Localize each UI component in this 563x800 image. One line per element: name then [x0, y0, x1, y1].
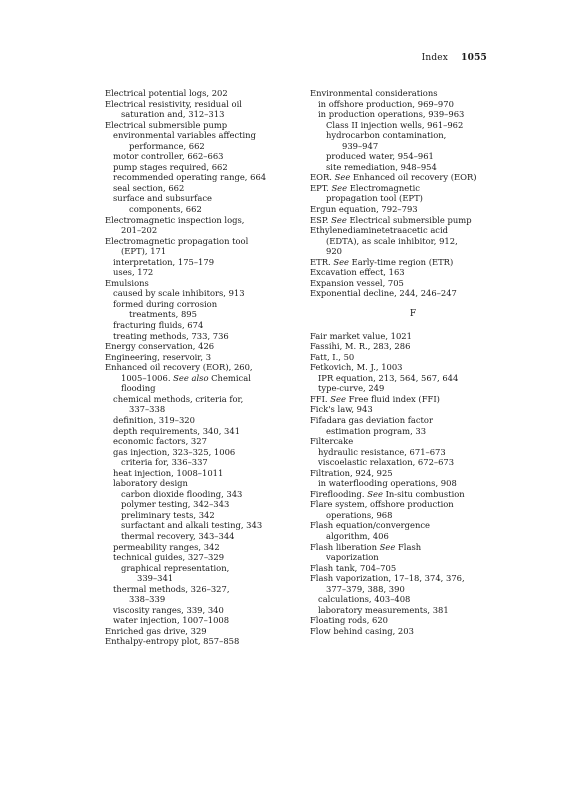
entry-text: Fair market value, 1021 [310, 330, 412, 341]
index-entry [105, 341, 325, 352]
index-subentry [310, 193, 530, 204]
index-subentry [105, 404, 325, 415]
index-subentry [310, 130, 530, 141]
entry-text: environmental variables affecting [113, 130, 256, 141]
entry-text: Fassihi, M. R., 283, 286 [310, 341, 411, 352]
index-subentry [310, 510, 530, 521]
index-subentry [310, 457, 530, 468]
entry-text: polymer testing, 342–343 [121, 499, 230, 510]
entry-text: Fick's law, 943 [310, 404, 373, 415]
entry-text: graphical representation, [121, 562, 230, 573]
see-target: In-situ combustion [382, 488, 465, 499]
see-reference: See [331, 214, 347, 225]
entry-text: Enriched gas drive, 329 [105, 625, 207, 636]
entry-text: laboratory measurements, 381 [318, 604, 449, 615]
index-subentry [105, 615, 325, 626]
index-entry [310, 183, 530, 194]
see-target: Flash [395, 541, 422, 552]
entry-text: formed during corrosion [113, 298, 218, 309]
index-subentry [105, 183, 325, 194]
entry-text: type-curve, 249 [318, 383, 385, 394]
entry-text: heat injection, 1008–1011 [113, 467, 224, 478]
see-target: Enhanced oil recovery (EOR) [350, 172, 477, 183]
index-subentry [105, 457, 325, 468]
page-number: 1055 [461, 53, 487, 63]
entry-text: Floating rods, 620 [310, 615, 389, 626]
index-subentry [310, 99, 530, 110]
index-entry [310, 542, 530, 553]
entry-text: carbon dioxide flooding, 343 [121, 488, 243, 499]
index-subentry [310, 236, 530, 247]
index-subentry [105, 584, 325, 595]
entry-text: Class II injection wells, 961–962 [326, 119, 464, 130]
entry-text: flooding [121, 383, 156, 394]
index-subentry [105, 605, 325, 616]
entry-text: Fireflooding. [310, 488, 365, 499]
entry-text: EOR. [310, 172, 332, 183]
entry-text: interpretation, 175–179 [113, 256, 215, 267]
index-subentry [310, 162, 530, 173]
entry-text: uses, 172 [113, 267, 154, 278]
entry-text: recommended operating range, 664 [113, 172, 267, 183]
entry-text: fracturing fluids, 674 [113, 320, 204, 331]
index-entry [105, 236, 325, 247]
entry-text: Emulsions [105, 277, 149, 288]
index-entry [105, 362, 325, 373]
section-letter: F [409, 309, 417, 320]
entry-text: Filtration, 924, 925 [310, 467, 393, 478]
entry-text: in offshore production, 969–970 [318, 98, 454, 109]
index-entry [310, 626, 530, 637]
entry-text: definition, 319–320 [113, 414, 195, 425]
index-entry [310, 88, 530, 99]
index-entry [310, 172, 530, 183]
entry-text: Engineering, reservoir, 3 [105, 351, 212, 362]
entry-text: Flare system, offshore production [310, 499, 454, 510]
entry-text: permeability ranges, 342 [113, 541, 220, 552]
index-subentry [105, 573, 325, 584]
spacer [310, 320, 530, 331]
index-entry [310, 394, 530, 405]
index-subentry [310, 447, 530, 458]
entry-text: surfactant and alkali testing, 343 [121, 520, 263, 531]
index-entry [310, 215, 530, 226]
entry-text: preliminary tests, 342 [121, 509, 215, 520]
spacer [310, 299, 530, 310]
entry-text: operations, 968 [326, 509, 393, 520]
index-entry [310, 362, 530, 373]
entry-text: Flow behind casing, 203 [310, 625, 414, 636]
entry-text: Fatt, I., 50 [310, 351, 355, 362]
index-entry [105, 88, 325, 99]
index-entry [310, 341, 530, 352]
index-entry [310, 267, 530, 278]
entry-text: Environmental considerations [310, 88, 438, 98]
entry-text: viscoelastic relaxation, 672–673 [318, 457, 455, 468]
index-subentry [105, 415, 325, 426]
entry-text: criteria for, 336–337 [121, 457, 208, 468]
index-entry [310, 288, 530, 299]
index-subentry [105, 542, 325, 553]
entry-text: 920 [326, 246, 342, 257]
entry-text: Flash liberation [310, 541, 377, 552]
index-subentry [105, 478, 325, 489]
index-subentry [105, 141, 325, 152]
entry-text: Electromagnetic inspection logs, [105, 214, 245, 225]
index-entry [105, 626, 325, 637]
entry-text: Expansion vessel, 705 [310, 277, 404, 288]
entry-text: in waterflooding operations, 908 [318, 478, 457, 489]
entry-text: Filtercake [310, 436, 354, 447]
see-target: Electrical submersible pump [346, 214, 472, 225]
index-entry [310, 352, 530, 363]
index-subentry [310, 594, 530, 605]
index-subentry [310, 478, 530, 489]
index-subentry [105, 426, 325, 437]
entry-text: depth requirements, 340, 341 [113, 425, 241, 436]
index-subentry [310, 109, 530, 120]
index-subentry [105, 267, 325, 278]
index-entry [310, 204, 530, 215]
entry-text: Electrical resistivity, residual oil [105, 98, 242, 109]
entry-text: thermal methods, 326–327, [113, 583, 230, 594]
entry-text: Flash vaporization, 17–18, 374, 376, [310, 573, 465, 584]
entry-text: Ethylenediaminetetraacetic acid [310, 225, 449, 236]
see-reference: See [330, 393, 346, 404]
see-reference: See [367, 488, 383, 499]
entry-text: ESP. [310, 214, 329, 225]
entry-text: algorithm, 406 [326, 530, 389, 541]
index-subentry [105, 468, 325, 479]
index-subentry [105, 373, 325, 384]
index-subentry [105, 331, 325, 342]
index-entry [105, 120, 325, 131]
index-subentry [105, 172, 325, 183]
index-subentry [105, 309, 325, 320]
index-subentry [105, 520, 325, 531]
entry-text: viscosity ranges, 339, 340 [113, 604, 224, 615]
index-subentry [310, 426, 530, 437]
index-entry [310, 573, 530, 584]
see-reference: See [334, 172, 351, 183]
entry-text: Flash equation/convergence [310, 520, 431, 531]
entry-text: 1005–1006. [121, 372, 171, 383]
entry-text: Energy conservation, 426 [105, 341, 215, 352]
entry-text: in production operations, 939–963 [318, 109, 465, 120]
entry-text: FFI. [310, 393, 328, 404]
entry-text: Ergun equation, 792–793 [310, 204, 418, 215]
entry-text: (EPT), 171 [121, 246, 167, 257]
see-target: Chemical [208, 372, 251, 383]
entry-text: produced water, 954–961 [326, 151, 434, 162]
entry-text: treatments, 895 [129, 309, 197, 320]
index-subentry [310, 141, 530, 152]
entry-text: technical guides, 327–329 [113, 552, 225, 563]
entry-text: calculations, 403–408 [318, 594, 411, 605]
index-entry [310, 615, 530, 626]
index-entry [310, 468, 530, 479]
index-subentry [105, 383, 325, 394]
entry-text: ETR. [310, 256, 331, 267]
index-subentry [105, 225, 325, 236]
index-subentry [105, 531, 325, 542]
index-subentry [105, 288, 325, 299]
index-subentry [310, 605, 530, 616]
entry-text: Excavation effect, 163 [310, 267, 405, 278]
entry-text: vaporization [326, 552, 379, 563]
entry-text: Electromagnetic propagation tool [105, 235, 249, 246]
index-subentry [310, 120, 530, 131]
index-column-left [105, 88, 325, 647]
index-entry [105, 352, 325, 363]
index-subentry [105, 151, 325, 162]
index-subentry [105, 436, 325, 447]
entry-text: thermal recovery, 343–344 [121, 530, 235, 541]
see-reference: See also [173, 372, 209, 383]
entry-text: components, 662 [129, 204, 202, 215]
index-entry [105, 278, 325, 289]
see-reference: See [379, 541, 396, 552]
index-entry [310, 257, 530, 268]
entry-text: hydrocarbon contamination, [326, 130, 447, 141]
entry-text: Flash tank, 704–705 [310, 562, 397, 573]
index-entry [310, 499, 530, 510]
index-column-right [310, 88, 530, 636]
entry-text: Fetkovich, M. J., 1003 [310, 362, 403, 373]
index-subentry [310, 552, 530, 563]
see-target: Electromagnetic [347, 182, 420, 193]
entry-text: hydraulic resistance, 671–673 [318, 446, 446, 457]
index-subentry [105, 552, 325, 563]
index-entry [105, 99, 325, 110]
index-subentry [310, 383, 530, 394]
index-entry [310, 404, 530, 415]
index-entry [310, 563, 530, 574]
entry-text: chemical methods, criteria for, [113, 393, 244, 404]
see-reference: See [331, 182, 348, 193]
entry-text: site remediation, 948–954 [326, 161, 437, 172]
index-subentry [105, 320, 325, 331]
entry-text: estimation program, 33 [326, 425, 427, 436]
index-entry [310, 415, 530, 426]
running-header [422, 53, 487, 63]
index-subentry [105, 130, 325, 141]
index-subentry [105, 246, 325, 257]
index-entry [105, 215, 325, 226]
index-entry [310, 225, 530, 236]
index-entry [105, 636, 325, 647]
index-subentry [105, 299, 325, 310]
entry-text: Enhanced oil recovery (EOR), 260, [105, 362, 253, 373]
entry-text: caused by scale inhibitors, 913 [113, 288, 245, 299]
header-label: Index [421, 53, 449, 63]
entry-text: IPR equation, 213, 564, 567, 644 [318, 372, 459, 383]
index-subentry [105, 499, 325, 510]
index-entry [310, 278, 530, 289]
index-subentry [310, 246, 530, 257]
entry-text: 337–338 [129, 404, 166, 415]
entry-text: economic factors, 327 [113, 436, 207, 447]
entry-text: 377–379, 388, 390 [326, 583, 405, 594]
index-subentry [105, 489, 325, 500]
see-target: Early-time region (ETR) [349, 256, 454, 267]
entry-text: treating methods, 733, 736 [113, 330, 229, 341]
entry-text: (EDTA), as scale inhibitor, 912, [326, 235, 458, 246]
index-subentry [105, 109, 325, 120]
entry-text: propagation tool (EPT) [326, 193, 423, 204]
entry-text: EPT. [310, 182, 329, 193]
index-entry [310, 520, 530, 531]
index-subentry [105, 594, 325, 605]
see-target: Free fluid index (FFI) [345, 393, 440, 404]
index-subentry [105, 510, 325, 521]
index-subentry [105, 162, 325, 173]
entry-text: pump stages required, 662 [113, 161, 228, 172]
index-subentry [310, 531, 530, 542]
see-reference: See [333, 256, 349, 267]
entry-text: 939–947 [342, 140, 379, 151]
index-subentry [310, 373, 530, 384]
index-subentry [105, 447, 325, 458]
entry-text: Electrical submersible pump [105, 119, 228, 130]
entry-text: water injection, 1007–1008 [113, 615, 230, 626]
index-subentry [105, 394, 325, 405]
entry-text: Fifadara gas deviation factor [310, 414, 433, 425]
entry-text: performance, 662 [129, 140, 205, 151]
entry-text: laboratory design [113, 478, 188, 489]
entry-text: gas injection, 323–325, 1006 [113, 446, 236, 457]
entry-text: Exponential decline, 244, 246–247 [310, 288, 457, 299]
index-subentry [310, 151, 530, 162]
entry-text: 339–341 [137, 573, 174, 584]
index-entry [310, 436, 530, 447]
entry-text: 201–202 [121, 225, 158, 236]
entry-text: Electrical potential logs, 202 [105, 88, 228, 98]
entry-text: 338–339 [129, 594, 166, 605]
entry-text: surface and subsurface [113, 193, 212, 204]
entry-text: Enthalpy-entropy plot, 857–858 [105, 636, 240, 647]
index-entry [310, 331, 530, 342]
index-subentry [105, 563, 325, 574]
index-entry [310, 489, 530, 500]
entry-text: seal section, 662 [113, 182, 185, 193]
index-subentry [310, 584, 530, 595]
index-subentry [105, 204, 325, 215]
entry-text: motor controller, 662–663 [113, 151, 224, 162]
index-subentry [105, 257, 325, 268]
index-subentry [105, 193, 325, 204]
entry-text: saturation and, 312–313 [121, 109, 225, 120]
